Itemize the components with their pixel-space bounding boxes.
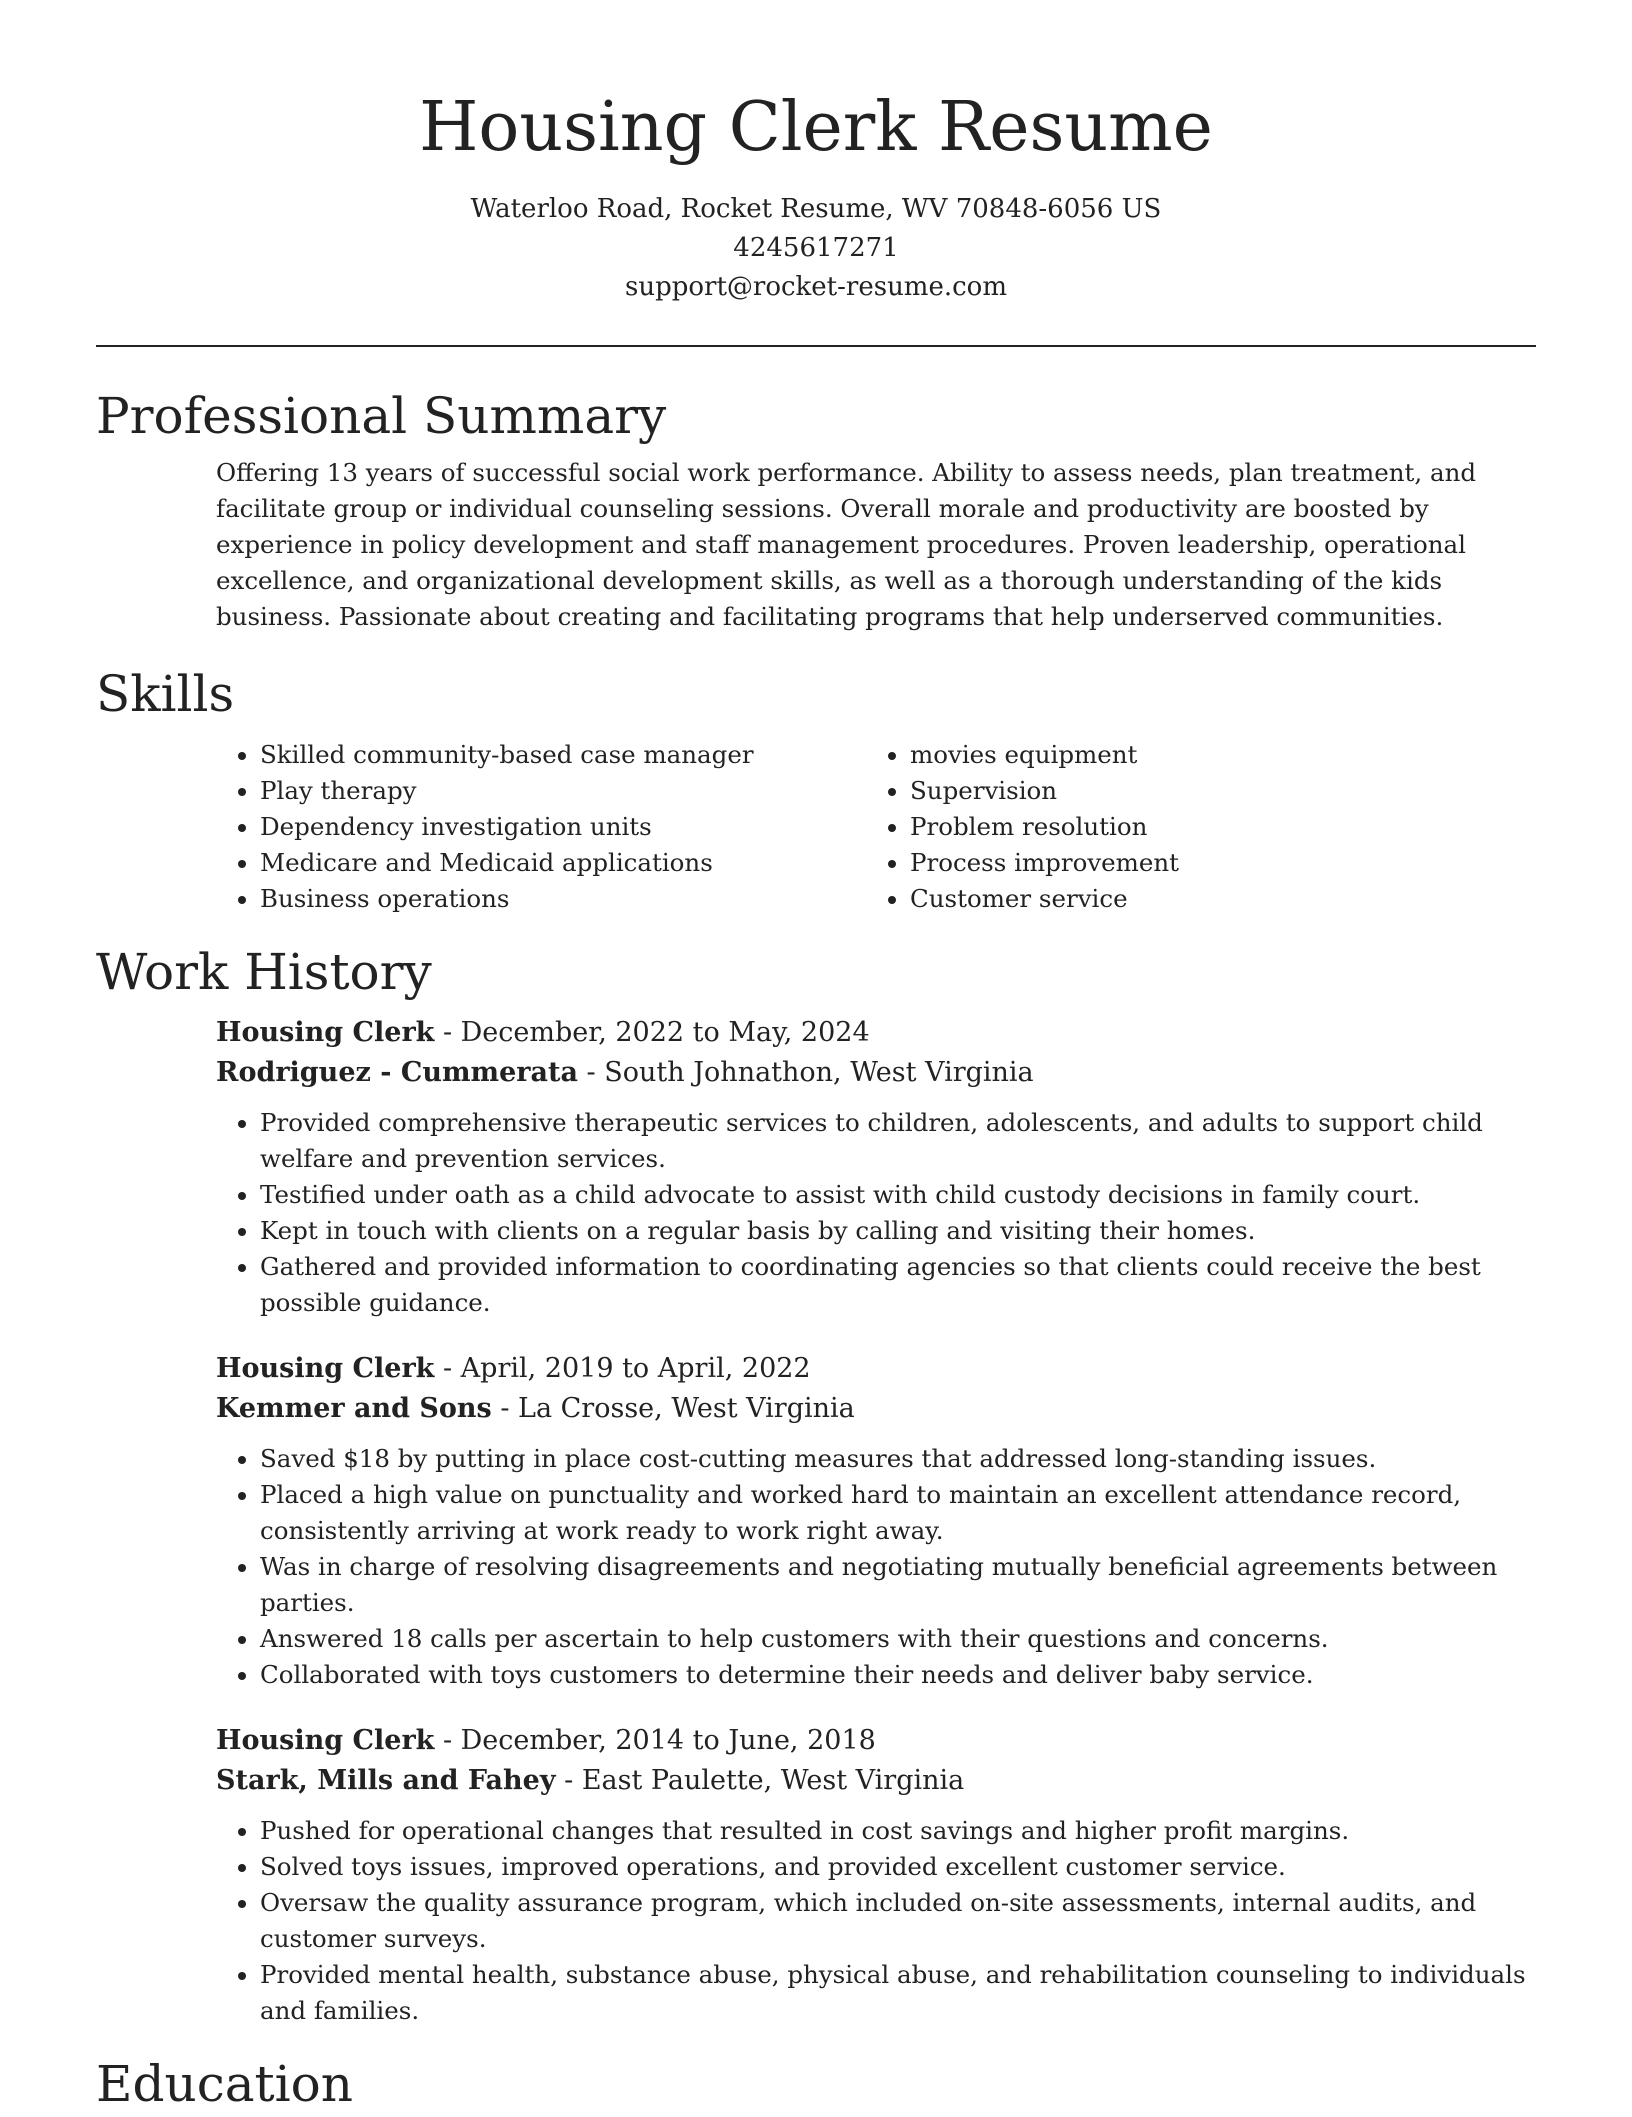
- resume-page: [96, 0, 1536, 2117]
- work-history-section: [96, 939, 1536, 2029]
- job-dates: - December, 2022 to May, 2024: [434, 1017, 870, 1048]
- skills-list: [216, 737, 1536, 917]
- skill-item: • movies equipment: [910, 737, 1516, 773]
- job-company: Stark, Mills and Fahey: [216, 1765, 556, 1796]
- job-company-line: [216, 1761, 1536, 1801]
- skills-heading: Skills: [96, 665, 235, 723]
- job-bullet: • Kept in touch with clients on a regular basis by calling and visiting their homes.: [260, 1213, 1536, 1249]
- skills-column-right: [866, 737, 1516, 917]
- job-entry: [216, 1349, 1536, 1693]
- job-bullet: • Placed a high value on punctuality and worked hard to maintain an excellent attendance record, consistently arriving at work ready to work right away.: [260, 1477, 1536, 1549]
- summary-heading: Professional Summary: [96, 387, 667, 445]
- job-role: Housing Clerk: [216, 1017, 435, 1048]
- skills-column-left: [216, 737, 866, 917]
- summary-section: [96, 383, 1536, 635]
- resume-header: [96, 0, 1536, 307]
- job-company: Rodriguez - Cummerata: [216, 1057, 578, 1088]
- job-bullet: • Oversaw the quality assurance program, which included on-site assessments, internal audits, and customer surveys.: [260, 1885, 1536, 1957]
- job-bullet: • Solved toys issues, improved operations, and provided excellent customer service.: [260, 1849, 1536, 1885]
- skill-item: • Business operations: [260, 881, 866, 917]
- job-dates: - December, 2014 to June, 2018: [434, 1725, 876, 1756]
- resume-title: Housing Clerk Resume: [419, 88, 1213, 167]
- job-bullets: [216, 1441, 1536, 1693]
- job-bullet: • Answered 18 calls per ascertain to help customers with their questions and concerns.: [260, 1621, 1536, 1657]
- job-title-line: [216, 1349, 1536, 1389]
- job-company: Kemmer and Sons: [216, 1393, 492, 1424]
- job-bullet: • Provided mental health, substance abuse, physical abuse, and rehabilitation counseling to individuals and families.: [260, 1957, 1536, 2029]
- job-bullet: • Provided comprehensive therapeutic services to children, adolescents, and adults to support child welfare and prevention services.: [260, 1105, 1536, 1177]
- job-company-line: [216, 1389, 1536, 1429]
- job-company-line: [216, 1053, 1536, 1093]
- job-title-line: [216, 1013, 1536, 1053]
- skill-item: • Skilled community-based case manager: [260, 737, 866, 773]
- skill-item: • Medicare and Medicaid applications: [260, 845, 866, 881]
- skill-item: • Problem resolution: [910, 809, 1516, 845]
- skill-item: • Process improvement: [910, 845, 1516, 881]
- contact-address: Waterloo Road, Rocket Resume, WV 70848-6056 US: [470, 194, 1162, 224]
- job-bullets: [216, 1105, 1536, 1321]
- job-bullet: • Pushed for operational changes that resulted in cost savings and higher profit margins.: [260, 1813, 1536, 1849]
- job-role: Housing Clerk: [216, 1353, 435, 1384]
- job-dates: - April, 2019 to April, 2022: [434, 1353, 811, 1384]
- skill-item: • Play therapy: [260, 773, 866, 809]
- job-location: - South Johnathon, West Virginia: [577, 1057, 1034, 1088]
- work-history-heading: Work History: [96, 943, 432, 1001]
- job-entry: [216, 1721, 1536, 2029]
- job-bullets: [216, 1813, 1536, 2029]
- summary-text: Offering 13 years of successful social work performance. Ability to assess needs, plan treatment, and facilitate group or individual counseling sessions. Overall morale and productivity are boosted by experience in policy development and staff management procedures. Proven leadership, operational excellence, and organizational development skills, as well as a thorough understanding of the kids business. Passionate about creating and facilitating programs that help underserved communities.: [216, 458, 1477, 631]
- contact-email: support@rocket-resume.com: [624, 272, 1007, 302]
- job-role: Housing Clerk: [216, 1725, 435, 1756]
- job-bullet: • Was in charge of resolving disagreements and negotiating mutually beneficial agreements between parties.: [260, 1549, 1536, 1621]
- job-location: - La Crosse, West Virginia: [491, 1393, 855, 1424]
- skills-section: [96, 661, 1536, 917]
- education-section: [96, 2051, 1536, 2117]
- job-location: - East Paulette, West Virginia: [555, 1765, 965, 1796]
- job-bullet: • Testified under oath as a child advocate to assist with child custody decisions in family court.: [260, 1177, 1536, 1213]
- education-heading: Education: [96, 2055, 353, 2113]
- skill-item: • Dependency investigation units: [260, 809, 866, 845]
- skill-item: • Customer service: [910, 881, 1516, 917]
- job-bullet: • Gathered and provided information to coordinating agencies so that clients could receive the best possible guidance.: [260, 1249, 1536, 1321]
- job-entry: [216, 1013, 1536, 1321]
- job-bullet: • Collaborated with toys customers to determine their needs and deliver baby service.: [260, 1657, 1536, 1693]
- skill-item: • Supervision: [910, 773, 1516, 809]
- header-divider: [96, 345, 1536, 347]
- job-title-line: [216, 1721, 1536, 1761]
- job-bullet: • Saved $18 by putting in place cost-cutting measures that addressed long-standing issues.: [260, 1441, 1536, 1477]
- contact-phone: 4245617271: [733, 233, 899, 263]
